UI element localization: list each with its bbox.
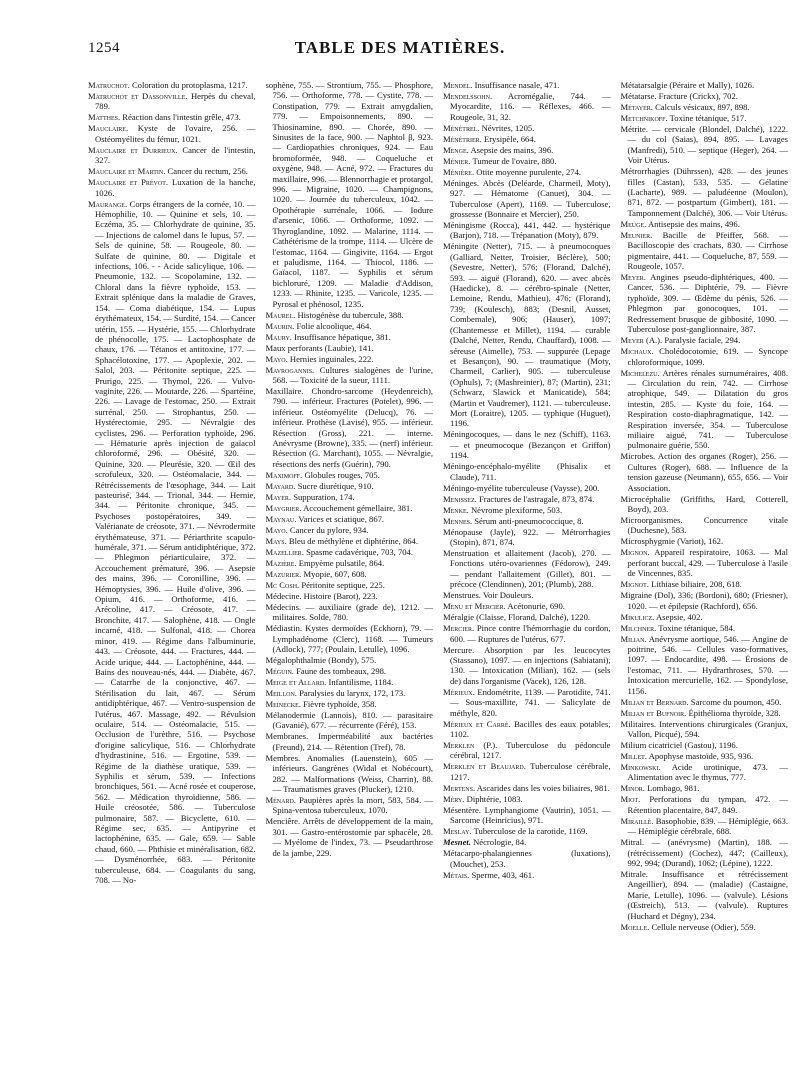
index-entry — [443, 826, 611, 836]
index-column-2 — [266, 80, 434, 1070]
entry-text: Fièvre typhoïde, 358. — [300, 699, 377, 709]
index-entry — [88, 199, 256, 886]
entry-text: Toxine tétanique, 517. — [667, 113, 747, 123]
entry-text: Sarcome du poumon, 450. — [688, 696, 782, 707]
index-entry — [266, 514, 434, 524]
entry-author: Mauclaire et Prévot. — [88, 177, 169, 188]
entry-text: Faune des tombeaux, 298. — [293, 666, 387, 676]
entry-text: Accouchement gémellaire, 381. — [301, 502, 413, 513]
index-entry — [443, 241, 611, 428]
index-entry — [88, 123, 256, 144]
entry-text: Angines pseudo-diphtériques, 400. — Cancer, 536. — Diphtérie, 79. — Fièvre typhoïde, 309. — Œdème du pénis, 526. — Phlegmon par gonocoques, 101. — Redressement brusque de gibbosité, 1090. — Tuberculose post-ganglionnaire, 387. — [627, 272, 788, 335]
entry-text: Métacarpo-phalangiennes (luxations), (Mouchet), 253. — [443, 848, 611, 869]
index-entry — [621, 547, 789, 578]
entry-author: Minkowski. — [620, 762, 661, 773]
index-entry — [621, 719, 789, 740]
entry-text: Méralgie (Claisse, Florand, Dalché), 1220. — [443, 612, 591, 623]
entry-text: Basophobie, 839. — Hémiplégie, 663. — Hémiplégie cérébrale, 688. — [627, 815, 788, 837]
index-entry — [443, 145, 611, 155]
index-entry — [621, 102, 789, 112]
entry-text: Réaction dans l'intestin grêle, 473. — [120, 112, 241, 123]
entry-text: Histogénèse du tubercule, 388. — [295, 309, 404, 320]
index-entry — [443, 761, 611, 782]
entry-text: Antisepsie des mains, 496. — [646, 218, 740, 229]
entry-text: Mercure. Absorption par les leucocytes (Stassano), 1097. — en injections (Sabiatani), 130. — Intoxication (Milian), 162. — (sels de) dans l'organisme (Vacek), 126, 128. — [443, 644, 611, 686]
entry-text: Médecins. — auxiliaire (grade de), 1212. — militaires. Solde, 780. — [265, 601, 433, 623]
entry-author: Meunier. — [620, 229, 653, 240]
entry-text: Menciêre. Arrêts de développement de la main, 301. — Gastro-entérostomie par sphacèle, 28. — Myélome de l'index, 73. — Pseudarthrose de la jambe, 229. — [265, 816, 433, 858]
entry-author: Mauclaire. — [88, 123, 129, 134]
index-entry — [266, 365, 434, 386]
index-entry — [443, 805, 611, 826]
entry-author: Mayer. — [265, 491, 292, 502]
index-entry — [443, 91, 611, 122]
index-entry — [621, 335, 789, 345]
index-entry — [266, 710, 434, 731]
entry-text: Spasme cadavérique, 703, 704. — [303, 546, 414, 557]
entry-text: Microsphygmie (Variot), 162. — [620, 536, 724, 547]
entry-text: Insuffisance nasale, 471. — [472, 80, 560, 90]
entry-text: sophène, 755. — Strontium, 755. — Phosphore, 756. — Orthoforme, 778. — Cystite, 778. — Constipation, 779. — Extrait amygdalien, 779. — Empoisonnements, 890. — Thiosinamine, 890. — Chorée, 890. — Sinusites de la face, 900. — Naphtol β, 923. — Cardiopathies chroniques, 924. — Eau bromoformée, 948. — Coqueluche et oxygène, 948. — Acné, 972. — Fractures du maxillaire, 996. — Blennorrhagie et protargol, 996. — Migraine, 1020. — Champignons, 1020. — Journée du tuberculeux, 1042. — Opothérapie surrénale, 1066. — Iodure d'arsenic, 1066. — Orthoforme, 1092. — Thyroglandine, 1092. — Malarine, 1114. — Cathétérisme de la trompe, 1114. — Ulcère de l'estomac, 1164. — Gingivite, 1164. — Ergot et paludisme, 1164. — Thiocol, 1186. — Gaïacol, 1187. — Syphilis et sérum bichloruré, 1209. — Maladie d'Addison, 1233. — Rhinite, 1235. — Varicole, 1235. — Pyrosal et phénosol, 1235. — [265, 80, 433, 309]
index-entry — [443, 719, 611, 740]
index-entry — [621, 515, 789, 536]
index-entry — [266, 623, 434, 654]
entry-author: Mendel. — [443, 80, 473, 90]
entry-text: Varices et sciatique, 867. — [296, 513, 385, 524]
entry-author: Mennes. — [443, 515, 473, 526]
entry-author: Matruchot et Dassonville. — [88, 91, 188, 101]
entry-text: Otite moyenne purulente, 274. — [474, 166, 582, 177]
entry-text: Myopie, 607, 608. — [301, 568, 367, 579]
index-entry — [621, 783, 789, 793]
entry-text: Maux perforants (Laubie), 141. — [265, 342, 374, 353]
entry-text: Lithiase biliaire, 208, 618. — [648, 579, 742, 590]
entry-text: Acromégalie, 744. — Myocardite, 116. — Réflexes, 466. — Rougeole, 31, 32. — [450, 91, 611, 122]
entry-author: Mays. — [265, 535, 287, 546]
entry-author: Mérieux et Carré. — [443, 718, 511, 729]
index-entry — [621, 740, 789, 750]
entry-author: Meige et Allard. — [265, 677, 327, 687]
entry-text: Kyste de l'ovaire, 256. — Ostéomyélites du fémur, 1021. — [95, 123, 256, 144]
entry-author: Ménétrier. — [443, 133, 482, 144]
entry-author: Mayo. — [265, 524, 288, 535]
entry-author: Michelezu. — [620, 367, 660, 378]
entry-author: Métais. — [443, 869, 470, 880]
entry-author: Matruchot. — [88, 80, 130, 90]
entry-text: Paralysies du larynx, 172, 173. — [296, 688, 406, 698]
index-entry — [266, 666, 434, 676]
entry-text: Artères rénales surnuméraires, 408. — Circulation du rein, 742. — Cirrhose atrophique, 549. — Dilatation du gros intestin, 285. — Kyste du foie, 164. — Respiration costo-diaphragmatique, 142. — Respiration inversée, 354. — Tuberculose miliaire aiguë, 741. — Tuberculose pulmonaire guérie, 550. — [627, 367, 788, 451]
index-entry — [443, 156, 611, 166]
index-entry — [443, 623, 611, 644]
index-entry — [443, 123, 611, 133]
index-entry — [621, 346, 789, 367]
entry-text: Coloration du protoplasma, 1217. — [129, 80, 248, 90]
entry-text: Cancer de l'intestin, 327. — [95, 144, 256, 166]
entry-author: Metchnikoff. — [620, 113, 668, 123]
entry-text: Méningo-encéphalo-myélite (Phisalix et Claude), 711. — [443, 461, 611, 482]
index-entry — [266, 558, 434, 568]
index-entry — [266, 655, 434, 665]
entry-author: Maury. — [265, 331, 292, 342]
index-entry — [621, 272, 789, 334]
entry-author: Mikulicz. — [620, 611, 655, 622]
index-entry — [266, 321, 434, 331]
entry-author: Maygrier. — [265, 502, 302, 513]
entry-author: Ménard. — [265, 795, 296, 806]
entry-author: Mavrogannis. — [265, 364, 315, 375]
entry-text: Migraine (Dol), 336; (Bordoni), 680; (Friesner), 1020. — et épilepsie (Rachford), 656. — [620, 590, 788, 611]
index-entry — [443, 167, 611, 177]
index-entry — [621, 623, 789, 633]
index-entry — [443, 461, 611, 482]
index-entry — [88, 112, 256, 122]
entry-text: Menstruation et allaitement (Jacob), 270. — Fonctions utéro-ovariennes (Fédorow), 249. — pendant l'allaitement (Gillet), 801. — précoce (Clendinnen), 201; (Plumb), 288. — [443, 547, 611, 590]
index-entry — [443, 220, 611, 241]
index-entry — [443, 80, 611, 90]
entry-text: Sérum anti-pneumococcique, 8. — [472, 515, 584, 526]
page-number: 1254 — [88, 40, 120, 56]
entry-text: Paralysie faciale, 294. — [662, 335, 741, 346]
entry-author: Mauclaire et Durrieux. — [88, 144, 178, 155]
entry-text: Ascarides dans les voies biliaires, 981. — [475, 782, 610, 793]
index-entry — [266, 699, 434, 709]
index-entry — [443, 134, 611, 144]
index-entry — [266, 688, 434, 698]
index-entry — [621, 869, 789, 921]
entry-text: Asepsie, 402. — [654, 611, 703, 622]
entry-author: Maurel. — [265, 309, 296, 320]
entry-text: Militaires. Interventions chirurgicales (Granjux, Vallon, Picqué), 594. — [620, 718, 788, 740]
entry-text: Insuffisance hépatique, 381. — [291, 331, 391, 342]
entry-text: Anévrysme aortique, 546. — Angine de poitrine, 546. — Cellules vaso-formatives, 1097. — Endocardite, 498. — Érosions de l'estomac, 711. — Hydrarthroses, 570. — Intoxication mercurielle, 162. — Spondylose, 1156. — [627, 633, 788, 696]
entry-text: Cultures sialogènes de l'urine, 568. — Toxicité de la sueur, 1111. — [272, 364, 433, 385]
index-entry — [621, 166, 789, 218]
index-entry — [266, 816, 434, 858]
entry-author: Meyer. — [620, 272, 646, 283]
entry-text: Nécrologie, 84. — [470, 837, 527, 848]
entry-author: Maurange. — [88, 198, 128, 209]
entry-author: Meslay. — [443, 826, 472, 837]
entry-text: Mésentère. Lymphangiome (Vautrin), 1051. — Sarcome (Heinricius), 971. — [443, 804, 611, 826]
entry-text: Névrites, 1205. — [479, 122, 535, 133]
entry-author: Miraillé. — [620, 815, 654, 826]
entry-text: Perforations du tympan, 472. — Rétention placentaire, 847, 849. — [627, 794, 788, 815]
entry-author: Menke. — [443, 504, 469, 515]
index-entry — [266, 580, 434, 590]
index-entry — [443, 601, 611, 611]
index-entry — [443, 645, 611, 687]
index-entry — [621, 80, 789, 90]
entry-author: Mazière. — [265, 557, 297, 568]
index-entry — [88, 145, 256, 166]
index-entry — [443, 848, 611, 869]
entry-text: Ménopause (Jayle), 922. — Métrorrhagies (Stopin), 871, 874. — [443, 526, 611, 547]
entry-text: Méningisme (Rocca), 441, 442. — hystérique (Barjon), 718. — Trépanation (Moty), 879. — [443, 220, 611, 241]
entry-text: Acide urotinique, 473. — Alimentation avec le thymus, 777. — [627, 762, 788, 783]
index-entry — [266, 753, 434, 795]
index-entry — [266, 525, 434, 535]
index-entry — [266, 569, 434, 579]
entry-text: Métatarse. Fracture (Crickx), 702. — [620, 91, 738, 101]
index-entry — [266, 677, 434, 687]
index-entry — [621, 708, 789, 718]
entry-text: Épithélioma thyroïde, 328. — [686, 707, 781, 718]
entry-text: Bacille de Pfeiffer, 568. — Bacilloscopie des crachats, 830. — Cirrhose pigmentaire, 441. — Coqueluche, 87, 559. — Rougeole, 1057. — [627, 229, 788, 272]
entry-text: Sucre diurétique, 910. — [295, 480, 374, 491]
entry-text: Pince contre l'hémorrhagie du cordon, 600. — Ruptures de l'utérus, 677. — [450, 623, 611, 644]
entry-author: Mauclaire et Martin. — [88, 166, 166, 177]
entry-text: Luxation de la hanche, 1026. — [95, 177, 256, 198]
entry-text: Calculs vésicaux, 897, 898. — [652, 102, 750, 112]
entry-author: Mc Cosh. — [265, 579, 300, 590]
entry-text: Hernies inguinales, 222. — [287, 353, 374, 364]
index-entry — [88, 177, 256, 198]
entry-text: Méningocoques, — dans le nez (Schiff), 1163. — et pneumocoque (Bezançon et Griffon) 1194. — [443, 429, 611, 461]
entry-author: Mazellier. — [265, 546, 304, 557]
entry-author: Menissez. — [443, 493, 477, 504]
index-entry — [621, 91, 789, 101]
index-entry — [621, 494, 789, 515]
index-entry — [621, 368, 789, 451]
index-entry — [443, 612, 611, 622]
index-entry — [88, 80, 256, 90]
index-entry — [621, 751, 789, 761]
index-entry — [266, 481, 434, 491]
entry-text: Tuberculose cérébrale, 1217. — [450, 761, 611, 782]
index-entry — [621, 794, 789, 815]
entry-text: Cancer du rectum, 256. — [165, 166, 248, 177]
entry-text: Médecine. Histoire (Barot), 223. — [265, 590, 378, 601]
index-entry — [621, 113, 789, 123]
entry-text: Erysipèle, 664. — [481, 133, 536, 144]
entry-author: Minor. — [620, 783, 645, 794]
index-entry — [266, 310, 434, 320]
entry-author: Mayard. — [265, 480, 296, 491]
entry-author: Méguin. — [265, 666, 294, 676]
entry-text: Péritonite septique, 225. — [299, 579, 385, 590]
index-entry — [621, 230, 789, 272]
index-entry — [266, 602, 434, 623]
index-entry — [443, 483, 611, 493]
entry-text: Menstrues. Voir Douleurs. — [443, 590, 534, 601]
index-entry — [443, 494, 611, 504]
entry-text: Mitrale. Insuffisance et rétrécissement Angeillier), 894. — (maladie) (Castaigne, Marie, Letulle), 1096. — (valvule). Lésions (Œstreich), 513. — (valvule). Ruptures (Huchard et Dégny), 234. — [620, 869, 788, 921]
entry-author: Maximoff. — [265, 469, 303, 480]
entry-author: Matthes. — [88, 112, 121, 123]
entry-text: Suppuration, 174. — [291, 491, 355, 502]
index-entry — [266, 343, 434, 353]
index-entry — [621, 922, 789, 932]
entry-text: Fractures de l'astragale, 873, 874. — [476, 493, 595, 504]
entry-author: Merklen et Beaujard. — [443, 761, 526, 772]
index-entry — [266, 731, 434, 752]
entry-author: Maurin. — [265, 320, 295, 331]
index-entry — [621, 612, 789, 622]
index-entry — [621, 124, 789, 166]
entry-author: Miot. — [620, 794, 641, 805]
entry-text: Cellule nerveuse (Odier), 559. — [649, 921, 756, 932]
entry-text: Corps étrangers de la cornée, 10. — Hémophilie, 10. — Quinine et sels, 10. — Eczéma, 35. — Chlorhydrate de quinine, 35. — Injections de calomel dans le lupus, 57. — Sels de quinine, 58. — Rougeole, 80. — Sulfate de quinine, 80. — Digitale et infections, 106. - - Acide salicylique, 106. — Pneumonie, 132. — Scopolamine, 132. — Chloral dans la fièvre typhoïde, 153. — Extrait splénique dans la maladie de Graves, 154. — Coma diabétique, 154. — Lupus érythémateux, 154. — Surdité, 154. — Cancer utérin, 155. — Hystérie, 155. — Chlorhydrate de phénocolle, 175. — Lactophosphate de chaux, 176. — Tétanos et antitoxine, 177. — Sphacélotoxine, 177. — Apoplexie, 202. — Salol, 203. — Péritonite septique, 225. — Prurigo, 225. — Thymol, 226. — Vulvo-vaginite, 226. — Moutarde, 226. — Spartéine, 226. — Lavage de l'estomac, 250. — Extrait surrénal, 250. — Strophantus, 250. — Hystérectomie, 295. — Névralgie des cyclistes, 296. — Perforation typhoïde, 296. — Hématurie après injection de gaïacol chloroformé, 296. — Obésité, 320. — Quinine, 320. — Pleurésie, 320. — Œil des scrofuleux, 320. — Ostéomalacie, 344. — Rétrécissements de l'œsophage, 344. — Lait pasteurisé, 344. — Trional, 344. — Hernie, 344. — Péritonite chronique, 345. — Psychoses postopératoires, 349. — Valérianate de créosote, 371. — Névrodermite érythémateuse, 371. — Périarthrite scapulo-humérale, 371. — Sérum antidiphtérique, 372. — Phlegmon périarticulaire, 372. — Accouchement prématuré, 396. — Asepsie des mains, 396. — Coronilline, 396. — Hémoptysies, 396. — Huile d'olive, 396. — Opium, 416. — Orthoforme, 416. — Arécoline, 417. — Créosote, 417. — Bronchite, 417. — Salophène, 418. — Ongle incarné, 418. — Sulfonal, 418. — Chorea minor, 419. — Régime dans l'albuminurie, 443. — Créosote, 444. — Fractures, 444. — Acide urique, 444. — Lactophénine, 444. — Bains des nouveau-nés, 444. — Diabète, 467. — Catarrhe de la conjonctive, 467. — Stérilisation du lait, 467. — Sérum antidiphtérique, 467. — Ventro-suspension de l'utérus, 467. Massage, 492. — Révulsion oculaire, 514. — Ostéomalacie, 515. — Occlusion de l'urèthre, 516. — Psychose d'origine salicylique, 516. — Chlorhydrate d'hydrastinine, 516. — Ergotine, 539. — Régime de la diathèse uratique, 539. — Syphilis et sérum, 539. — Infections bronchiques, 561. — Acné rosée et couperose, 562. — Médication thyroïdienne, 586. — Huile créosotée, 586. — Tuberculose pulmonaire, 587. — Bicyclette, 610. — Régime sec, 635. — Antipyrine et lactophénine, 635. — Gale, 659. — Sable chaud, 660. — Phthisie et minéralisation, 682. — Dysménorrhée, 683. — Péritonite tuberculeuse, 684. — Coagulants du sang, 708. — No- — [95, 198, 256, 886]
index-entry — [266, 536, 434, 546]
entry-author: Meuge. — [620, 218, 647, 229]
entry-author: Meyer (A.). — [620, 335, 663, 346]
entry-text: Métatarsalgie (Péraire et Mally), 1026. — [620, 80, 755, 90]
entry-author: Mazurier. — [265, 568, 302, 579]
entry-text: Métrorrhagies (Dührssen), 428. — des jeunes filles (Castan), 533, 535. — Gélatine (Lacharte), 989. — paludéenne (Moulon), 871, 872. — postpartum (Gimbert), 181. — Tamponnement (Dalché), 306. — Voir Utérus. — [620, 166, 788, 218]
entry-text: Appareil respiratoire, 1063. — Mal perforant buccal, 429. — Tuberculose à l'asile de Vincennes, 835. — [627, 547, 788, 579]
entry-author: Milian et Bufnoir. — [620, 707, 687, 718]
entry-text: Apophyse mastoïde, 935, 936. — [646, 751, 754, 762]
entry-text: Infantilisme, 1184. — [326, 677, 394, 687]
entry-text: Toxine tétanique, 584. — [656, 622, 736, 633]
index-entry — [621, 697, 789, 707]
entry-author: Mayo. — [265, 353, 288, 364]
index-entry — [266, 795, 434, 816]
index-entry — [266, 547, 434, 557]
index-entry — [443, 870, 611, 880]
index-entry — [443, 590, 611, 600]
entry-text: Microcéphalie (Griffiths, Hard, Cotterell, Boyd), 203. — [620, 493, 788, 514]
entry-author: Ménétrel. — [443, 122, 480, 133]
index-entry — [621, 451, 789, 493]
entry-author: Meinecke. — [265, 699, 301, 709]
entry-author: Mérieux. — [443, 686, 475, 697]
entry-text: Méninges. Abcès (Deléarde, Charmeil, Moty), 927. — Hématome (Canuet), 304. — Tuberculose (Apert), 1169. — Tuberculose, grossesse (Bonnaire et Mercier), 250. — [443, 177, 611, 220]
entry-text: Bleu de méthylène et diphtérine, 864. — [286, 535, 419, 546]
entry-text: Sperme, 403, 461. — [469, 869, 535, 880]
entry-author: Merklen (P.). — [443, 740, 498, 751]
entry-text: Métrite. — cervicale (Blondel, Dalché), 1222. — du col (Saias), 894, 895. — Lavages (Manfredi), 510. — septique (Heger), 264. — Voir Utérus. — [620, 124, 788, 166]
entry-author: Maynau. — [265, 513, 297, 524]
index-entry — [443, 516, 611, 526]
index-entry — [621, 837, 789, 868]
index-entry — [443, 794, 611, 804]
entry-text: Folie alcoolique, 464. — [294, 320, 372, 331]
entry-text: Globules rouges, 705. — [302, 469, 380, 480]
entry-text: Tumeur de l'ovaire, 880. — [470, 155, 557, 166]
entry-text: Endométrite, 1139. — Parotidite, 741. — Sous-maxillite, 741. — Salicylate de méthyle, 820. — [450, 686, 611, 718]
entry-author: Métayer. — [620, 102, 653, 112]
entry-author: Méry. — [443, 793, 465, 804]
index-entry — [443, 178, 611, 220]
entry-text: Mitral. — (anévrysme) (Martin), 188. — (rétrécissement) (Cochez), 447; (Cailleux), 992, 994; (Durand), 1062; (Lépine), 1222. — [620, 837, 788, 869]
index-entry — [266, 591, 434, 601]
entry-text: Médiastin. Kystes dermoïdes (Eckhorn), 79. — Lymphadénome (Clerc), 1168. — Tumeurs (Adlock), 777; (Poulain, Letulle), 1096. — [265, 623, 433, 654]
entry-text: Névrome plexiforme, 503. — [468, 504, 563, 515]
entry-text: Méningo-myélite tuberculeuse (Vaysse), 200. — [443, 482, 600, 493]
index-entry — [88, 166, 256, 176]
entry-author: Ménière. — [443, 166, 475, 177]
index-entry — [443, 687, 611, 718]
entry-text: Microorganismes. Concurrence vitale (Duchesne), 583. — [620, 514, 788, 536]
index-entry — [621, 634, 789, 696]
running-title: TABLE DES MATIÈRES. — [294, 38, 506, 57]
index-entry — [443, 548, 611, 590]
index-entry — [266, 503, 434, 513]
index-entry — [443, 527, 611, 548]
index-entry — [88, 91, 256, 112]
entry-text: Membranes. Imperméabilité aux bactéries (Freund), 214. — Rétention (Tref), 78. — [265, 731, 433, 752]
entry-author: Menu et Mercier. — [443, 601, 506, 612]
entry-text: Asepsie des mains, 396. — [468, 144, 554, 155]
entry-author: Mesnet. — [443, 837, 471, 848]
index-entry — [266, 80, 434, 309]
entry-text: Herpès du cheval, 789. — [95, 91, 256, 112]
index-entry — [266, 492, 434, 502]
entry-text: Cholédocotomie, 619. — Syncope chloroformique, 1099. — [627, 346, 788, 367]
entry-author: Menge. — [443, 144, 469, 155]
entry-text: Milium cicatriciel (Gastou), 1196. — [620, 740, 738, 751]
entry-text: Empyème pulsatile, 864. — [296, 557, 385, 568]
entry-text: Maxillaire. Chondro-sarcome (Heydenreich), 790. — inférieur. Fractures (Potelet), 996. — inférieur. Ostéomyélite (Delucq), 76. — inférieur. Prothèse (Lavisé), 955. — inférieur. Résection (Gross), 221. — interne. Anévrysme (Browne), 335. — (nerf) inférieur. Résection (G. Marchant), 1055. — Névralgie, résections des nerfs (Guérin), 790. — [265, 385, 433, 469]
entry-author: Mignot. — [620, 579, 649, 590]
index-entry — [266, 386, 434, 469]
index-entry — [266, 354, 434, 364]
entry-text: Paupières après la mort, 583, 584. — Spina-ventosa tuberculeux, 1070. — [272, 795, 433, 816]
entry-author: Mercier. — [443, 623, 475, 634]
entry-author: Milian et Bernard. — [620, 696, 689, 707]
entry-text: Microbes. Action des organes (Roger), 256. — Cultures (Roger), 688. — Influence de la tension gazeuse (Neumann), 655, 656. — Voir Association. — [620, 451, 788, 493]
index-entry — [266, 332, 434, 342]
index-entry — [621, 536, 789, 546]
entry-author: Mignon. — [620, 547, 650, 558]
index-columns — [88, 80, 788, 1070]
entry-author: Michaux. — [620, 346, 654, 357]
entry-text: Diphtérie, 1083. — [464, 793, 523, 804]
index-entry — [443, 837, 611, 847]
entry-text: Tuberculose de la carotide, 1169. — [471, 826, 588, 837]
entry-author: Milchner. — [620, 622, 657, 633]
index-entry — [443, 505, 611, 515]
index-entry — [621, 579, 789, 589]
entry-text: Méningite (Netter), 715. — à pneumocoques (Galliard, Netter, Troisier, Béclère), 500; (Sevestre, Netter), 576; (Florand, Dalché), 593. — aiguë (Florand), 620. — avec abcès (Haedicke), 8. — cérébro-spinale (Netter, Lemoine, Rendu, Mathieu), 476; (Florand), 739; (Koulesch), 883; (Desnil, Ausset, Combemale), 906; (Hauser), 1097; (Chantemesse et Millet), 1194. — curable (Dalché, Netter, Rendu, Chauffard), 1008. — séreuse (Aimelle), 753. — suppurée (Lepage et Besançon), 90. — traumatique (Moty, Charmeil, Carlier), 905. — tuberculeuse (Ophuls), 7; (Mashreinier), 87; (Martin), 231; (Schwarz, Slawick et Manicatide), 584; (Martin et Vaudremer), 1121. — tuberculeuse. Mort (Loraitre), 1205. — typhique (Huguet), 1196. — [443, 241, 611, 429]
entry-author: Ménier. — [443, 155, 471, 166]
index-column-4 — [621, 80, 789, 1070]
index-entry — [621, 590, 789, 611]
entry-author: Millet. — [620, 751, 647, 762]
entry-text: Mégalophthalmie (Bondy), 575. — [265, 655, 377, 665]
entry-text: Lombago, 981. — [644, 783, 700, 794]
index-entry — [621, 762, 789, 783]
entry-author: Milian. — [620, 633, 647, 644]
entry-text: Bacilles des eaux potables, 1102. — [450, 718, 611, 740]
index-entry — [443, 783, 611, 793]
entry-text: Mélanodermie (Lannois), 810. — parasitaire (Gavanié), 677. — récurrente (Féré), 153. — [265, 710, 433, 731]
entry-text: Membres. Anomalies (Lauenstein), 605 — inférieurs. Gangrènes (Widal et Nobécourt), 282. — Malformations (Weiss, Charrin), 88. — Traumatismes graves (Plucker), 1210. — [265, 752, 433, 795]
entry-author: Meillon. — [265, 688, 297, 698]
index-entry — [621, 816, 789, 837]
entry-author: Mendelssohn. — [443, 91, 493, 101]
index-column-1 — [88, 80, 256, 1070]
entry-author: Moelle. — [620, 921, 650, 932]
entry-text: Cancer du pylore, 934. — [287, 524, 369, 535]
entry-text: Acétonurie, 690. — [505, 601, 565, 612]
entry-text: Tuberculose du pédoncule cérébral, 1217. — [450, 740, 611, 761]
entry-author: Mertens. — [443, 782, 476, 793]
index-entry — [621, 219, 789, 229]
index-entry — [266, 470, 434, 480]
index-column-3 — [443, 80, 611, 1070]
index-entry — [443, 429, 611, 460]
index-entry — [443, 740, 611, 761]
